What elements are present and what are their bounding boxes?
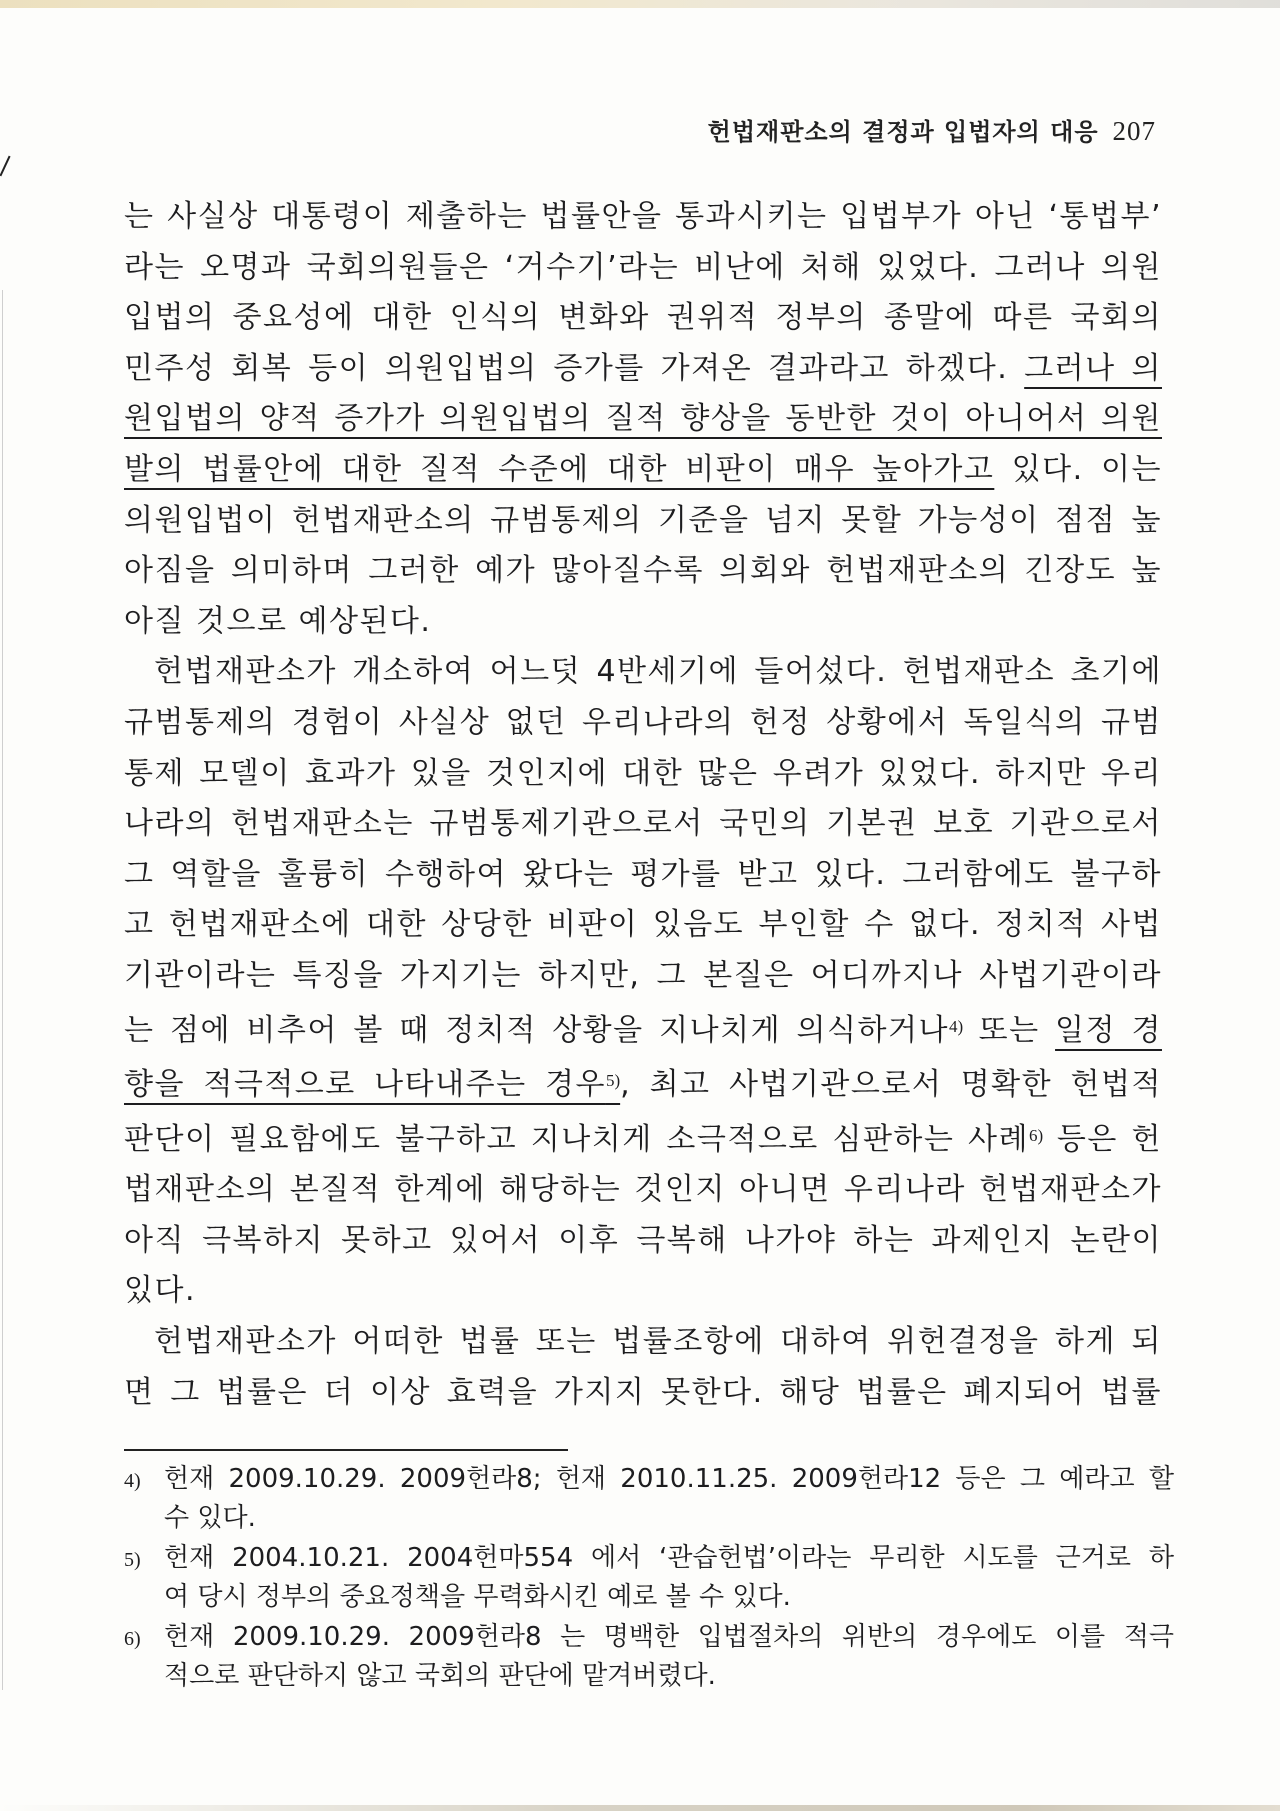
footnote-line: 헌재 2009.10.29. 2009헌라8; 헌재 2010.11.25. 2009헌라12 등은 그 예라고 할 [164,1464,1174,1494]
scan-edge-top [0,0,1280,8]
text-line: 있다. [124,1273,196,1309]
text-span: 민주성 회복 등이 의원입법의 증가를 가져온 결과라고 하겠다. [124,350,1009,386]
underlined-text [124,1067,620,1102]
text-line: 그 역할을 훌륭히 수행하여 왔다는 평가를 받고 있다. 그러함에도 불구하 [124,856,1162,892]
underlined-text: 일정 경 [1055,1012,1162,1048]
text-line [124,1002,1162,1057]
text-line: 라는 오명과 국회의원들은 ‘거수기’라는 비난에 처해 있었다. 그러나 의원 [124,249,1162,285]
footnote-line: 수 있다. [164,1503,256,1533]
text-line: 의원입법이 헌법재판소의 규범통제의 기준을 넘지 못할 가능성이 점점 높 [124,502,1162,538]
footnote-line: 적으로 판단하지 않고 국회의 판단에 맡겨버렸다. [164,1661,716,1691]
paragraph-start: 헌법재판소가 어떠한 법률 또는 법률조항에 대하여 위헌결정을 하게 되 [154,1324,1162,1360]
text-line: 아짐을 의미하며 그러한 예가 많아질수록 의회와 헌법재판소의 긴장도 높 [124,553,1162,589]
text-line: 규범통제의 경험이 사실상 없던 우리나라의 헌정 상황에서 독일식의 규범 [124,704,1162,740]
text-span: , 최고 사법기관으로서 명확한 헌법적 [620,1067,1162,1103]
footnote-line: 헌재 2004.10.21. 2004헌마554 에서 ‘관습헌법’이라는 무리한 시도를 근거로 하 [164,1543,1174,1573]
text-line: 나라의 헌법재판소는 규범통제기관으로서 국민의 기본권 보호 기관으로서 [124,806,1162,842]
text-span: 있다. 이는 [1011,451,1162,487]
footnote-4 [124,1460,1174,1538]
footnote-number: 4) [124,1470,141,1492]
scan-edge-bottom [0,1805,1280,1811]
footnote-ref-6[interactable]: 6) [1029,1125,1044,1145]
page-gutter-line [2,290,3,1690]
text-span: 판단이 필요함에도 불구하고 지나치게 소극적으로 심판하는 사례 [124,1121,1030,1157]
footnote-body [164,1460,1174,1538]
footnote-body [164,1539,1174,1617]
footnote-6 [124,1618,1174,1696]
footnote-ref-5[interactable]: 5) [605,1071,621,1091]
underlined-text: 그러나 의 [1024,350,1162,386]
body-text [124,192,1162,1418]
footnote-number: 5) [124,1549,141,1571]
pen-mark [0,156,11,177]
text-line: 아질 것으로 예상된다. [124,603,432,639]
footnote-5 [124,1539,1174,1617]
running-head-title: 헌법재판소의 결정과 입법자의 대응 [707,118,1099,146]
text-line [124,344,1162,395]
text-line [124,1056,1162,1111]
text-line [124,445,1162,496]
footnote-ref-4[interactable]: 4) [948,1016,964,1036]
footnote-line: 헌재 2009.10.29. 2009헌라8 는 명백한 입법절차의 위반의 경우에도 이를 적극 [164,1622,1174,1652]
text-line: 고 헌법재판소에 대한 상당한 비판이 있음도 부인할 수 없다. 정치적 사법 [124,907,1162,943]
footnotes [124,1460,1174,1697]
text-line: 아직 극복하지 못하고 있어서 이후 극복해 나가야 하는 과제인지 논란이 [124,1222,1162,1258]
footnote-number: 6) [124,1628,141,1650]
text-span: 는 점에 비추어 볼 때 정치적 상황을 지나치게 의식하거나 [124,1012,949,1048]
footnote-separator [124,1449,568,1451]
page-number: 207 [1112,116,1156,146]
text-line: 는 사실상 대통령이 제출하는 법률안을 통과시키는 입법부가 아닌 ‘통법부’ [124,199,1162,234]
text-line: 기관이라는 특징을 가지기는 하지만, 그 본질은 어디까지나 사법기관이라 [124,957,1162,993]
text-line: 면 그 법률은 더 이상 효력을 가지지 못한다. 해당 법률은 폐지되어 법률 [124,1374,1162,1410]
footnote-body [164,1618,1174,1696]
text-line: 통제 모델이 효과가 있을 것인지에 대한 많은 우려가 있었다. 하지만 우리 [124,755,1162,791]
running-head [708,112,1156,147]
footnote-line: 여 당시 정부의 중요정책을 무력화시킨 예로 볼 수 있다. [164,1582,791,1612]
text-line: 법재판소의 본질적 한계에 해당하는 것인지 아니면 우리나라 헌법재판소가 [124,1172,1162,1208]
text-line: 입법의 중요성에 대한 인식의 변화와 권위적 정부의 종말에 따른 국회의 [124,300,1162,336]
text-line [124,1111,1162,1166]
paragraph-start: 헌법재판소가 개소하여 어느덧 4반세기에 들어섰다. 헌법재판소 초기에 [154,654,1162,690]
underlined-text: 발의 법률안에 대한 질적 수준에 대한 비판이 매우 높아가고 [124,451,995,487]
text-span: 등은 헌 [1043,1121,1162,1157]
underlined-line: 원입법의 양적 증가가 의원입법의 질적 향상을 동반한 것이 아니어서 의원 [124,401,1162,437]
text-span: 또는 [963,1012,1056,1048]
text-span: 향을 적극적으로 나타내주는 경우 [124,1067,606,1103]
